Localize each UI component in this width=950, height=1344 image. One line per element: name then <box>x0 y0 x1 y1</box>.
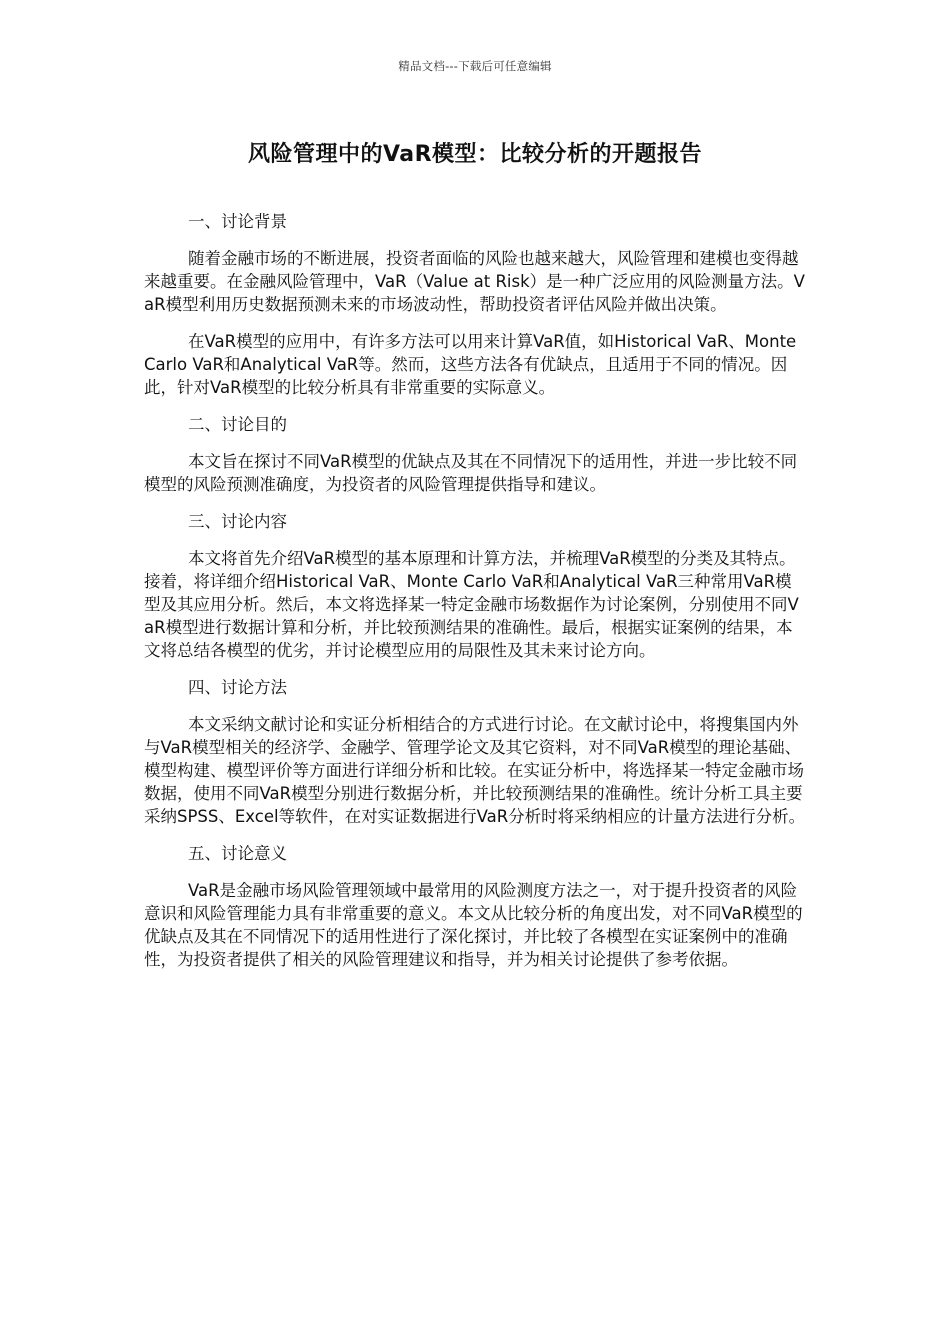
paragraph: 本文采纳文献讨论和实证分析相结合的方式进行讨论。在文献讨论中，将搜集国内外与VaR模型相关的经济学、金融学、管理学论文及其它资料，对不同VaR模型的理论基础、模型构建、模型评价等方面进行详细分析和比较。在实证分析中，将选择某一特定金融市场数据，使用不同VaR模型分别进行数据分析，并比较预测结果的准确性。统计分析工具主要采纳SPSS、Excel等软件，在对实证数据进行VaR分析时将采纳相应的计量方法进行分析。 <box>144 715 806 826</box>
section-heading: 二、讨论目的 <box>188 415 287 434</box>
header-note: 精品文档---下载后可任意编辑 <box>398 59 552 73</box>
paragraph: VaR是金融市场风险管理领域中最常用的风险测度方法之一，对于提升投资者的风险意识和风险管理能力具有非常重要的意义。本文从比较分析的角度出发，对不同VaR模型的优缺点及其在不同情况下的适用性进行了深化探讨，并比较了各模型在实证案例中的准确性，为投资者提供了相关的风险管理建议和指导，并为相关讨论提供了参考依据。 <box>144 881 803 969</box>
section-purpose <box>144 413 807 496</box>
section-heading: 三、讨论内容 <box>188 512 287 531</box>
document-title: 风险管理中的VaR模型：比较分析的开题报告 <box>247 142 703 167</box>
paragraph: 本文旨在探讨不同VaR模型的优缺点及其在不同情况下的适用性，并进一步比较不同模型的风险预测准确度，为投资者的风险管理提供指导和建议。 <box>144 452 798 494</box>
section-background <box>144 210 807 399</box>
paragraph: 在VaR模型的应用中，有许多方法可以用来计算VaR值，如Historical VaR、Monte Carlo VaR和Analytical VaR等。然而，这些方法各有优缺点，且适用于不同的情况。因此，针对VaR模型的比较分析具有非常重要的实际意义。 <box>144 332 797 397</box>
section-content <box>144 510 807 662</box>
section-significance <box>144 842 807 971</box>
document-body <box>144 210 807 985</box>
paragraph: 随着金融市场的不断进展，投资者面临的风险也越来越大，风险管理和建模也变得越来越重要。在金融风险管理中，VaR（Value at Risk）是一种广泛应用的风险测量方法。VaR模型利用历史数据预测未来的市场波动性，帮助投资者评估风险并做出决策。 <box>144 249 805 314</box>
section-heading: 四、讨论方法 <box>188 678 287 697</box>
paragraph: 本文将首先介绍VaR模型的基本原理和计算方法，并梳理VaR模型的分类及其特点。接着，将详细介绍Historical VaR、Monte Carlo VaR和Analytical VaR三种常用VaR模型及其应用分析。然后，本文将选择某一特定金融市场数据作为讨论案例，分别使用不同VaR模型进行数据计算和分析，并比较预测结果的准确性。最后，根据实证案例的结果，本文将总结各模型的优劣，并讨论模型应用的局限性及其未来讨论方向。 <box>144 549 799 660</box>
section-heading: 一、讨论背景 <box>188 212 287 231</box>
section-method <box>144 676 807 828</box>
section-heading: 五、讨论意义 <box>188 844 287 863</box>
